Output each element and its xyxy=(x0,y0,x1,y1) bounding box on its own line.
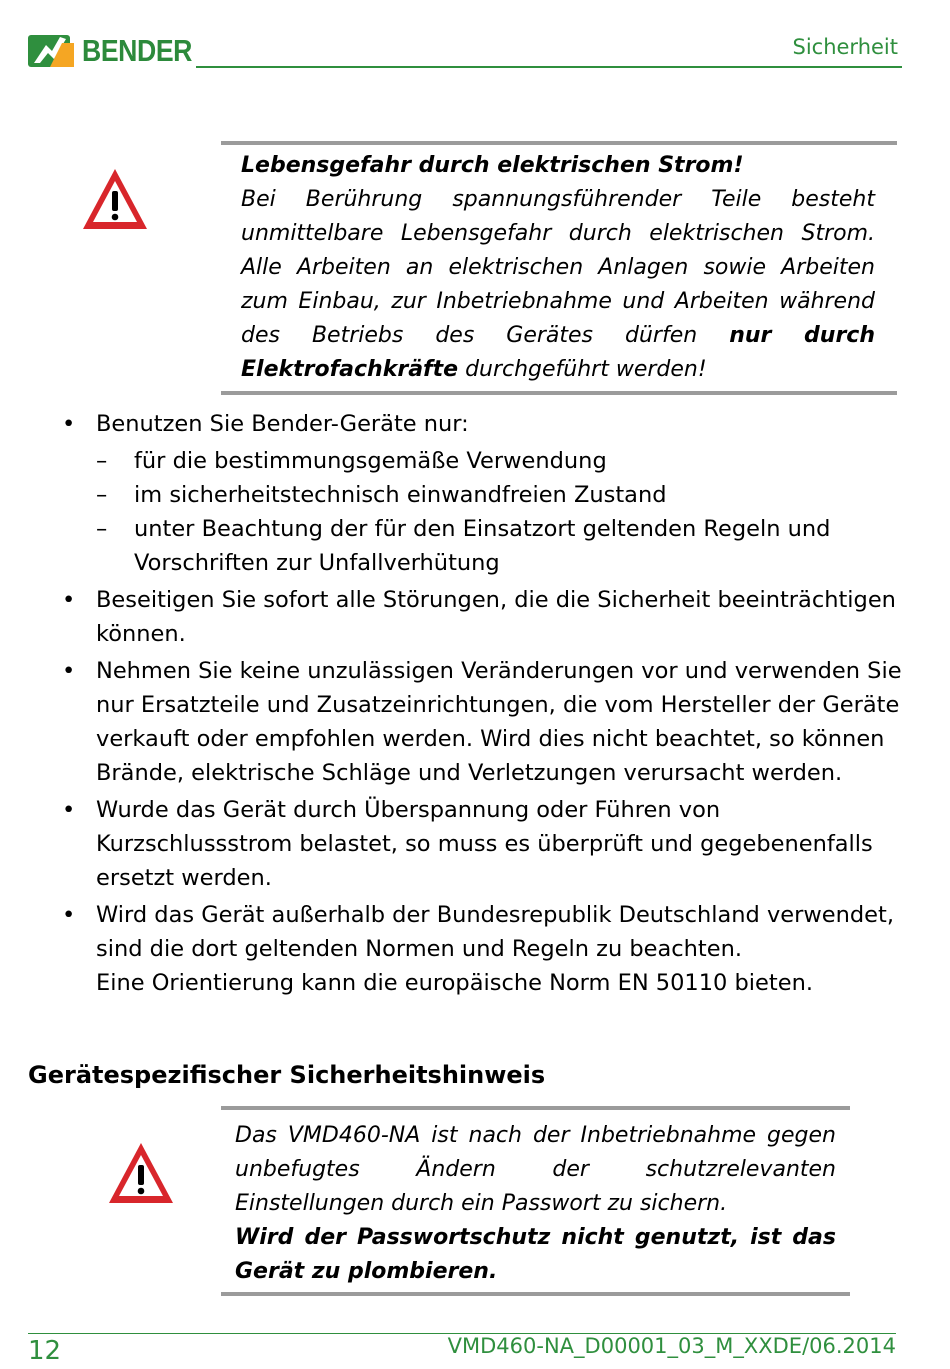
list-item xyxy=(62,898,902,1000)
warning-box-electric xyxy=(221,141,897,395)
warning-box-password xyxy=(221,1106,850,1296)
list-item xyxy=(62,583,902,651)
bender-logo xyxy=(28,32,210,70)
sub-list-item-text: unter Beachtung der für den Einsatzort geltenden Regeln und Vorschriften zur Unfallverhütung xyxy=(134,516,831,576)
header-rule xyxy=(196,66,902,68)
list-item-text: Nehmen Sie keine unzulässigen Veränderungen vor und verwenden Sie nur Ersatzteile und Zusatzeinrichtungen, die vom Hersteller der Geräte verkauft oder empfohlen werden. Wird dies nicht beachtet, so können Brände, elektrische Schläge und Verletzungen verursacht werden. xyxy=(96,658,902,786)
list-item xyxy=(62,654,902,790)
bullet: • xyxy=(62,658,76,684)
section-title: Sicherheit xyxy=(792,35,898,59)
list-item xyxy=(62,407,902,441)
sub-list-item-text: für die bestimmungsgemäße Verwendung xyxy=(134,448,607,474)
sub-list-item xyxy=(62,478,902,512)
list-item-text: Wurde das Gerät durch Überspannung oder Führen von Kurzschlussstrom belastet, so muss es überprüft und gegebenenfalls ersetzt werden. xyxy=(96,797,873,891)
sub-list-item xyxy=(62,444,902,478)
document-id: VMD460-NA_D00001_03_M_XXDE/06.2014 xyxy=(447,1334,896,1358)
bullet: • xyxy=(62,902,76,928)
warning-triangle-icon xyxy=(80,166,150,232)
page-number: 12 xyxy=(28,1336,62,1366)
list-item xyxy=(62,793,902,895)
device-warning-body: Das VMD460-NA ist nach der Inbetriebnahme gegen unbefugtes Ändern der schutzrelevanten Einstellungen durch ein Passwort zu sichern. xyxy=(235,1123,836,1216)
section-heading: Gerätespezifischer Sicherheitshinweis xyxy=(28,1061,546,1089)
warning-title: Lebensgefahr durch elektrischen Strom! xyxy=(241,153,744,178)
dash: – xyxy=(96,448,108,474)
warning-body: Bei Berührung spannungsführender Teile besteht unmittelbare Lebensgefahr durch elektrischen Strom. Alle Arbeiten an elektrischen Anlagen sowie Arbeiten zum Einbau, zur Inbetriebnahme und Arbeiten während des Betriebs des Gerätes dürfen xyxy=(241,187,875,348)
list-item-text-continued: Eine Orientierung kann die europäische Norm EN 50110 bieten. xyxy=(96,970,813,996)
warning-body-end: durchgeführt werden! xyxy=(465,357,707,382)
warning-emphasis: nur durch Elektrofachkräfte xyxy=(241,323,876,382)
list-item-text: Wird das Gerät außerhalb der Bundesrepublik Deutschland verwendet, sind die dort geltenden Normen und Regeln zu beachten. xyxy=(96,902,894,962)
device-warning-emphasis: Wird der Passwortschutz nicht genutzt, ist das Gerät zu plombieren. xyxy=(235,1225,836,1284)
dash: – xyxy=(96,516,108,542)
warning-text xyxy=(241,149,875,387)
sub-list-item xyxy=(62,512,902,580)
warning-triangle-icon xyxy=(106,1140,176,1206)
bullet: • xyxy=(62,587,76,613)
bullet: • xyxy=(62,797,76,823)
bullet: • xyxy=(62,411,76,437)
sub-list-item-text: im sicherheitstechnisch einwandfreien Zustand xyxy=(134,482,667,508)
list-item-text: Beseitigen Sie sofort alle Störungen, die die Sicherheit beeinträchtigen können. xyxy=(96,587,896,647)
brand-name: BENDER xyxy=(82,33,192,68)
safety-rules-list xyxy=(62,407,902,1003)
dash: – xyxy=(96,482,108,508)
bender-logo-icon xyxy=(28,33,74,69)
device-warning-text xyxy=(235,1119,836,1289)
list-item-text: Benutzen Sie Bender-Geräte nur: xyxy=(96,411,469,437)
